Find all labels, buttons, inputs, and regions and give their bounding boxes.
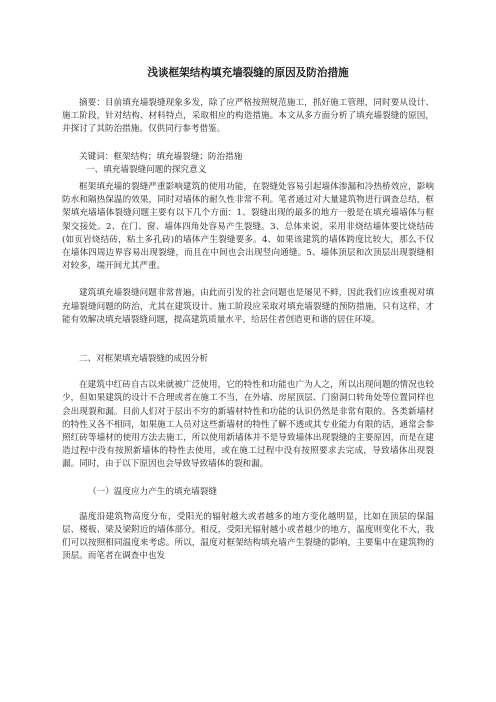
sub-heading-1: （一）温度应力产生的填充墙裂缝 [88,486,217,497]
body-paragraph-4: 温度沿建筑物高度分布，受阳光的辐射越大或者越多的地方变化越明显，比如在顶层的保温层、楼板、梁及梁附近的墙体部分。相反，受阳光辐射越小或者越少的地方，温度则变化不大，我们可以按照相同温度来考虑。所以，温度对框架结构填充墙产生裂缝的影响，主要集中在建筑物的顶层。而笔者在调查中也发 [62,511,434,562]
section-heading-2: 二、对框架填充墙裂缝的成因分析 [79,354,208,365]
document-title: 浅谈框架结构填充墙裂缝的原因及防治措施 [147,67,349,79]
body-paragraph-3: 在建筑中红砖自古以来就被广泛使用，它的特性和功能也广为人之，所以出现问题的情况也较少，但如果建筑的设计不合理或者在施工不当，在外墙、房屋顶层、门窗洞口转角处等位置同样也会出现裂和漏。目前人们对于层出不穷的新墙材特性和功能的认识仍然是非常有限的。各类新墙材的特性又各不相同，如果施工人员对这些新墙材的特性了解不透或其专业能力有限的话，通常会参照红砖等墙材的使用方法去施工，所以使用新墙体并不是导致墙体出现裂缝的主要原因，而是在建造过程中没有按照新墙体的特性去使用，或在施工过程中没有按照要求去完成，导致墙体出现裂漏。同时，由于以下原因也会导致导致墙体的裂和漏。 [62,380,434,470]
body-paragraph-2: 建筑填充墙裂缝问题非常普遍，由此而引发的社会问题也是屡见不鲜，因此我们应该重视对填充墙裂缝问题的防治，尤其在建筑设计、施工阶段应采取对填充墙裂缝的预防措施，只有这样，才能有效解决填充墙裂缝问题，提高建筑质量水平，给居住者创造更和谐的居住环境。 [62,288,434,325]
abstract-paragraph: 摘要：目前填充墙裂缝现象多发，除了应严格按照规范施工，抓好施工管理，同时要从设计、施工阶段，针对结构、材料特点，采取相应的构造措施。本文从多方面分析了填充墙裂缝的原因，并探讨了其防治措施。仅供同行参考借鉴。 [62,98,434,135]
section-heading-1: 一、填充墙裂缝问题的探究意义 [86,164,207,175]
body-paragraph-1: 框架填充墙的裂缝严重影响建筑的使用功能，在裂缝处容易引起墙体渗漏和冷热桥效应，影响防水和隔热保温的效果，同时对墙体的耐久性非常不利。笔者通过对大量建筑物进行调查总结，框架填充墙墙体裂缝问题主要有以下几个方面：1、裂缝出现的最多的地方一般是在填充墙墙体与框架交接处。2、在门、窗、墙体四角处容易产生裂缝。3、总体来说，采用非烧结墙体要比烧结砖(如页岩烧结砖，粘土多孔砖)的墙体产生裂缝要多。4、如果该建筑的墙体跨度比较大，那么不仅在墙体四周边界容易出现裂缝，而且在中间也会出现竖向通缝。5、墙体顶层和次顶层出现裂缝相对较多，端开间尤其严重。 [62,182,434,272]
keywords-line: 关键词：框架结构；填充墙裂缝；防治措施 [79,151,243,162]
